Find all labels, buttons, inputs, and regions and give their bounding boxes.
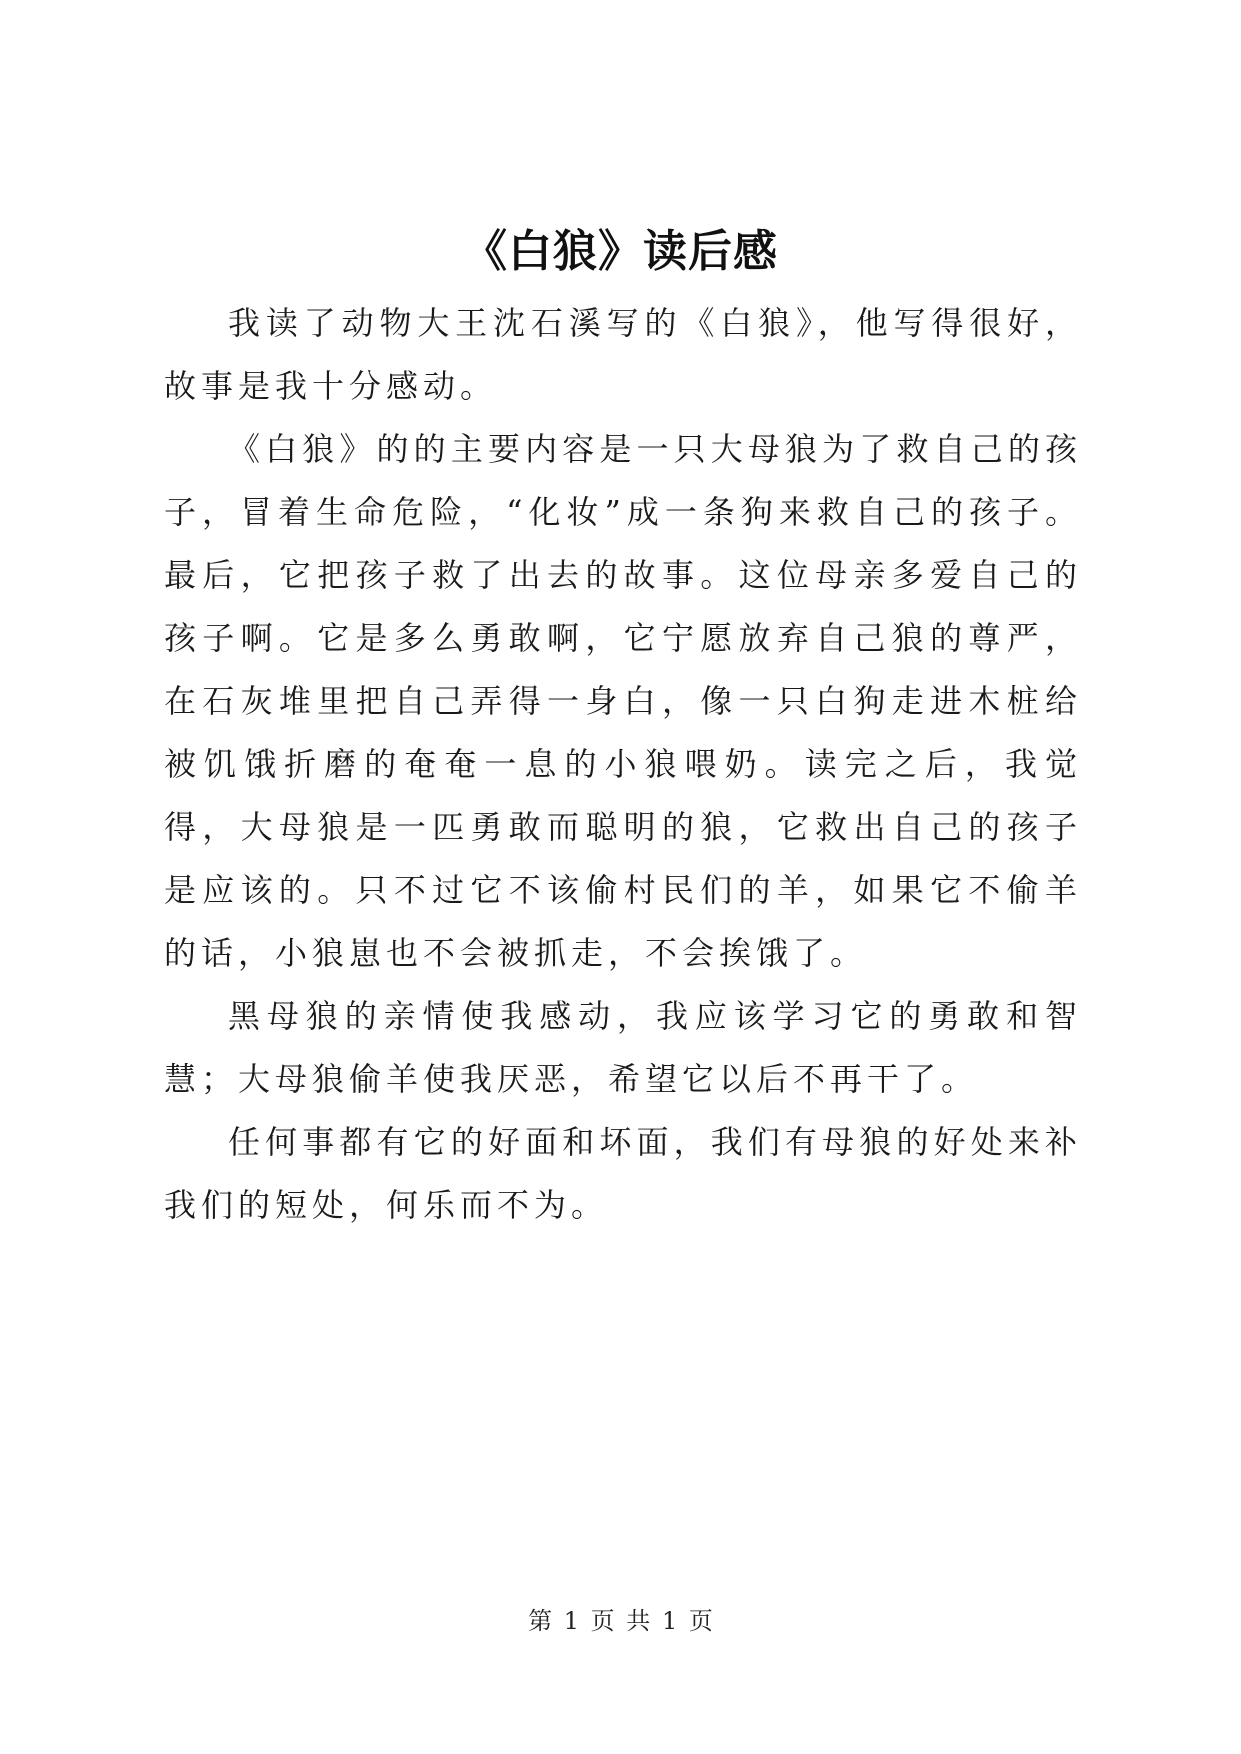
paragraph-2: 《白狼》的的主要内容是一只大母狼为了救自己的孩子，冒着生命危险，“化妆”成一条狗来救自己的孩子。最后，它把孩子救了出去的故事。这位母亲多爱自己的孩子啊。它是多么勇敢啊，它宁愿放弃自己狼的尊严，在石灰堆里把自己弄得一身白，像一只白狗走进木桩给被饥饿折磨的奄奄一息的小狼喂奶。读完之后，我觉得，大母狼是一匹勇敢而聪明的狼，它救出自己的孩子是应该的。只不过它不该偷村民们的羊，如果它不偷羊的话，小狼崽也不会被抓走，不会挨饿了。 — [164, 430, 1082, 972]
paragraph-3: 黑母狼的亲情使我感动，我应该学习它的勇敢和智慧；大母狼偷羊使我厌恶，希望它以后不再干了。 — [164, 997, 1082, 1098]
page-number-footer: 第 1 页 共 1 页 — [528, 1607, 713, 1635]
document-body — [164, 292, 1082, 1237]
paragraph-1: 我读了动物大王沈石溪写的《白狼》，他写得很好，故事是我十分感动。 — [164, 304, 1082, 405]
document-title: 《白狼》读后感 — [463, 226, 778, 277]
paragraph-4: 任何事都有它的好面和坏面，我们有母狼的好处来补我们的短处，何乐而不为。 — [164, 1123, 1082, 1224]
